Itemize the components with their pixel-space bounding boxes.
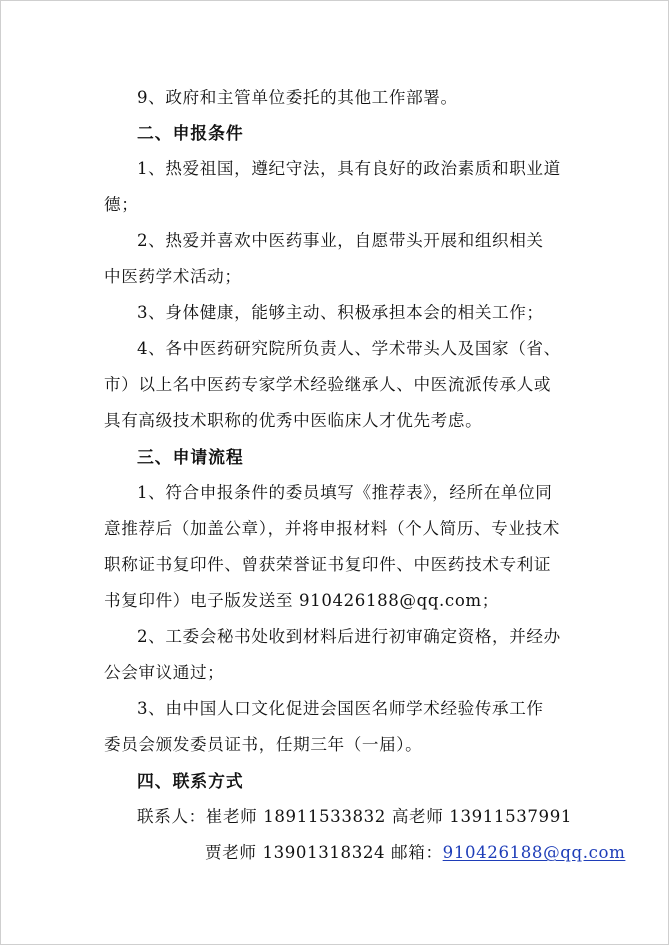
paragraph-line: 中医药学术活动；: [104, 267, 242, 286]
paragraph-line: 2、工委会秘书处收到材料后进行初审确定资格，并经办: [137, 627, 561, 646]
section-heading-contact: 四、联系方式: [137, 771, 244, 791]
contact-line-1: 联系人：崔老师 18911533832 高老师 13911537991: [137, 807, 573, 826]
paragraph-line: 4、各中医药研究院所负责人、学术带头人及国家（省、: [137, 339, 561, 358]
paragraph-line: 委员会颁发委员证书，任期三年（一届）。: [104, 735, 423, 754]
paragraph-line: 书复印件）电子版发送至 910426188@qq.com；: [104, 591, 499, 610]
paragraph-line: 2、热爱并喜欢中医药事业，自愿带头开展和组织相关: [137, 231, 544, 250]
contact-line-2-prefix: 贾老师 13901318324 邮箱：: [205, 843, 443, 862]
paragraph-line: 9、政府和主管单位委托的其他工作部署。: [137, 88, 458, 107]
contact-line-2: [205, 842, 669, 864]
paragraph-line: 1、热爱祖国，遵纪守法，具有良好的政治素质和职业道: [137, 159, 561, 178]
paragraph-line: 意推荐后（加盖公章），并将申报材料（个人简历、专业技术: [104, 519, 560, 538]
paragraph-line: 职称证书复印件、曾获荣誉证书复印件、中医药技术专利证: [104, 555, 552, 574]
paragraph-line: 市）以上名中医药专家学术经验继承人、中医流派传承人或: [104, 375, 552, 394]
paragraph-line: 1、符合申报条件的委员填写《推荐表》，经所在单位同: [137, 483, 553, 502]
contact-email-link[interactable]: 910426188@qq.com: [442, 843, 626, 862]
section-heading-application-conditions: 二、申报条件: [137, 123, 244, 143]
paragraph-line: 3、身体健康，能够主动、积极承担本会的相关工作；: [137, 303, 544, 322]
paragraph-line: 3、由中国人口文化促进会国医名师学术经验传承工作: [137, 699, 544, 718]
section-heading-application-process: 三、申请流程: [137, 447, 244, 467]
paragraph-line: 具有高级技术职称的优秀中医临床人才优先考虑。: [104, 411, 483, 430]
paragraph-line: 公会审议通过；: [104, 663, 225, 682]
paragraph-line: 德；: [104, 195, 139, 214]
